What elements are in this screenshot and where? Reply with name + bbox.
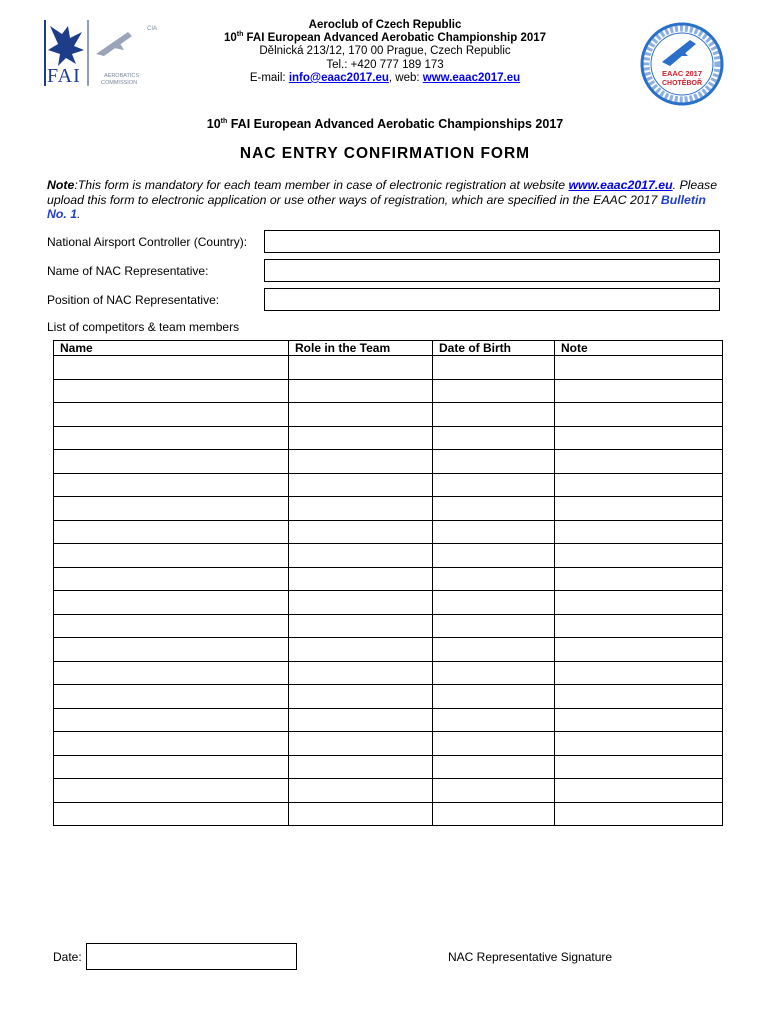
table-row <box>54 356 723 380</box>
cell-dob[interactable] <box>433 802 555 826</box>
cell-dob[interactable] <box>433 732 555 756</box>
cell-note[interactable] <box>555 779 723 803</box>
cell-role[interactable] <box>289 473 433 497</box>
cell-dob[interactable] <box>433 755 555 779</box>
table-row <box>54 379 723 403</box>
cell-role[interactable] <box>289 779 433 803</box>
note-paragraph: Note:This form is mandatory for each team member in case of electronic registration at website www.eaac2017.eu. Please upload this form to electronic application or use other ways of registration, which are specified in the EAAC 2017 Bulletin No. 1. <box>47 178 718 221</box>
cell-role[interactable] <box>289 708 433 732</box>
cell-name[interactable] <box>54 403 289 427</box>
cell-dob[interactable] <box>433 544 555 568</box>
cell-name[interactable] <box>54 685 289 709</box>
svg-text:CHOTĚBOŘ: CHOTĚBOŘ <box>661 80 703 87</box>
cell-role[interactable] <box>289 802 433 826</box>
header-tel: Tel.: +420 777 189 173 <box>326 58 444 71</box>
cell-name[interactable] <box>54 497 289 521</box>
table-row <box>54 497 723 521</box>
cell-name[interactable] <box>54 450 289 474</box>
cell-role[interactable] <box>289 591 433 615</box>
cell-dob[interactable] <box>433 708 555 732</box>
cell-dob[interactable] <box>433 497 555 521</box>
note-web-link[interactable]: www.eaac2017.eu <box>568 178 673 192</box>
cell-note[interactable] <box>555 755 723 779</box>
table-row <box>54 802 723 826</box>
table-row <box>54 708 723 732</box>
date-label: Date: <box>53 950 82 964</box>
date-field[interactable] <box>86 943 297 970</box>
cell-name[interactable] <box>54 544 289 568</box>
cell-name[interactable] <box>54 591 289 615</box>
cell-name[interactable] <box>54 356 289 380</box>
nac-name-field[interactable] <box>264 259 720 282</box>
cell-role[interactable] <box>289 732 433 756</box>
table-row <box>54 567 723 591</box>
cell-note[interactable] <box>555 685 723 709</box>
cell-dob[interactable] <box>433 614 555 638</box>
cell-role[interactable] <box>289 661 433 685</box>
form-title: NAC ENTRY CONFIRMATION FORM <box>239 145 531 162</box>
header-event: 10th FAI European Advanced Aerobatic Championship 2017 <box>223 31 547 45</box>
cell-dob[interactable] <box>433 685 555 709</box>
cell-name[interactable] <box>54 614 289 638</box>
table-row <box>54 638 723 662</box>
table-row <box>54 614 723 638</box>
header-contacts: E-mail: info@eaac2017.eu, web: www.eaac2017.eu <box>249 71 521 84</box>
svg-text:EAAC 2017: EAAC 2017 <box>661 69 703 78</box>
cell-note[interactable] <box>555 614 723 638</box>
column-header-name: Name <box>54 341 289 356</box>
cell-role[interactable] <box>289 638 433 662</box>
cell-note[interactable] <box>555 708 723 732</box>
cell-note[interactable] <box>555 426 723 450</box>
cell-name[interactable] <box>54 732 289 756</box>
cell-role[interactable] <box>289 567 433 591</box>
cell-note[interactable] <box>555 544 723 568</box>
cell-role[interactable] <box>289 544 433 568</box>
table-row <box>54 426 723 450</box>
svg-text:CIA: CIA <box>147 26 158 32</box>
cell-dob[interactable] <box>433 356 555 380</box>
cell-note[interactable] <box>555 497 723 521</box>
cell-note[interactable] <box>555 567 723 591</box>
cell-name[interactable] <box>54 755 289 779</box>
cell-role[interactable] <box>289 755 433 779</box>
cell-role[interactable] <box>289 450 433 474</box>
cell-dob[interactable] <box>433 638 555 662</box>
cell-role[interactable] <box>289 614 433 638</box>
team-list-label: List of competitors & team members <box>47 320 240 334</box>
table-row <box>54 544 723 568</box>
cell-note[interactable] <box>555 450 723 474</box>
nac-name-label: Name of NAC Representative: <box>47 264 209 278</box>
table-row <box>54 520 723 544</box>
header-block <box>190 19 580 85</box>
cell-dob[interactable] <box>433 473 555 497</box>
cell-name[interactable] <box>54 779 289 803</box>
svg-text:COMMISSION: COMMISSION <box>101 80 138 86</box>
cell-note[interactable] <box>555 661 723 685</box>
cell-note[interactable] <box>555 732 723 756</box>
cell-role[interactable] <box>289 379 433 403</box>
nac-position-field[interactable] <box>264 288 720 311</box>
country-label: National Airsport Controller (Country): <box>47 235 248 249</box>
cell-name[interactable] <box>54 473 289 497</box>
signature-label: NAC Representative Signature <box>448 950 613 964</box>
cell-name[interactable] <box>54 661 289 685</box>
cell-role[interactable] <box>289 403 433 427</box>
cell-name[interactable] <box>54 802 289 826</box>
cell-dob[interactable] <box>433 450 555 474</box>
column-header-dob: Date of Birth <box>433 341 555 356</box>
svg-text:AEROBATICS: AEROBATICS <box>104 73 140 79</box>
fai-logo <box>44 20 172 88</box>
cell-dob[interactable] <box>433 661 555 685</box>
team-members-table <box>53 340 723 826</box>
cell-note[interactable] <box>555 403 723 427</box>
cell-name[interactable] <box>54 520 289 544</box>
cell-note[interactable] <box>555 638 723 662</box>
header-org: Aeroclub of Czech Republic <box>308 19 462 31</box>
cell-note[interactable] <box>555 802 723 826</box>
cell-note[interactable] <box>555 379 723 403</box>
email-link[interactable]: info@eaac2017.eu <box>288 71 389 84</box>
country-field[interactable] <box>264 230 720 253</box>
table-row <box>54 403 723 427</box>
cell-dob[interactable] <box>433 567 555 591</box>
cell-name[interactable] <box>54 638 289 662</box>
column-header-note: Note <box>555 341 723 356</box>
table-row <box>54 732 723 756</box>
cell-name[interactable] <box>54 567 289 591</box>
table-row <box>54 779 723 803</box>
subtitle: 10th FAI European Advanced Aerobatic Championships 2017 <box>206 117 564 131</box>
cell-name[interactable] <box>54 426 289 450</box>
cell-role[interactable] <box>289 497 433 521</box>
cell-name[interactable] <box>54 379 289 403</box>
cell-dob[interactable] <box>433 379 555 403</box>
cell-note[interactable] <box>555 473 723 497</box>
cell-note[interactable] <box>555 591 723 615</box>
fai-logo-text: FAI <box>47 65 81 87</box>
cell-dob[interactable] <box>433 426 555 450</box>
table-row <box>54 755 723 779</box>
nac-position-label: Position of NAC Representative: <box>47 293 220 307</box>
column-header-role: Role in the Team <box>289 341 433 356</box>
cell-note[interactable] <box>555 520 723 544</box>
header-address: Dělnická 213/12, 170 00 Prague, Czech Republic <box>259 45 511 58</box>
eaac-logo <box>640 22 724 106</box>
table-header-row <box>54 341 723 356</box>
cell-role[interactable] <box>289 685 433 709</box>
cell-role[interactable] <box>289 356 433 380</box>
table-row <box>54 685 723 709</box>
cell-dob[interactable] <box>433 403 555 427</box>
bulletin-reference: Bulletin No. 1 <box>47 192 706 221</box>
table-row <box>54 591 723 615</box>
cell-dob[interactable] <box>433 779 555 803</box>
table-row <box>54 473 723 497</box>
table-row <box>54 661 723 685</box>
cell-note[interactable] <box>555 356 723 380</box>
web-link[interactable]: www.eaac2017.eu <box>422 71 521 84</box>
table-row <box>54 450 723 474</box>
cell-role[interactable] <box>289 426 433 450</box>
cell-dob[interactable] <box>433 591 555 615</box>
cell-name[interactable] <box>54 708 289 732</box>
cell-role[interactable] <box>289 520 433 544</box>
cell-dob[interactable] <box>433 520 555 544</box>
